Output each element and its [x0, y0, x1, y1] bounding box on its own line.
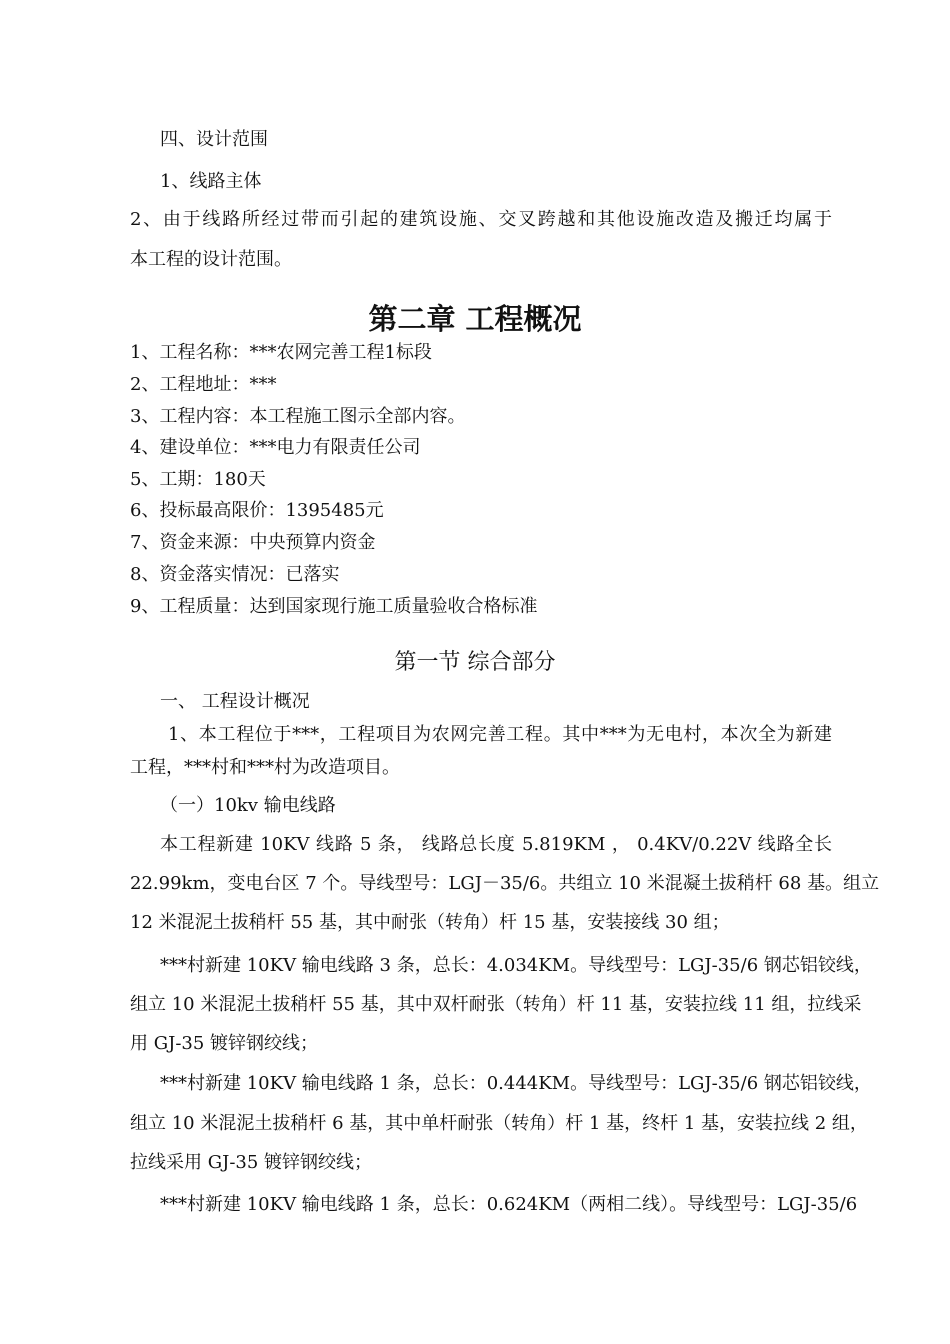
overview-item: 8、资金落实情况：已落实 [130, 564, 340, 585]
paragraph-4-line-2: 组立 10 米混泥土拔稍杆 6 基，其中单杆耐张（转角）杆 1 基，终杆 1 基，安装拉线 2 组， [130, 1113, 868, 1134]
paragraph-1-line-1: 1、本工程位于***，工程项目为农网完善工程。其中***为无电村，本次全为新建 [168, 724, 832, 745]
scope-item-1: 1、线路主体 [160, 171, 262, 192]
paragraph-4-line-1: ***村新建 10KV 输电线路 1 条，总长：0.444KM。导线型号：LGJ-35/6 钢芯铝铰线， [160, 1073, 872, 1094]
paragraph-3-line-2: 组立 10 米混泥土拔稍杆 55 基，其中双杆耐张（转角）杆 11 基，安装拉线 11 组，拉线采 [130, 994, 862, 1015]
paragraph-5-line-1: ***村新建 10KV 输电线路 1 条，总长：0.624KM（两相二线）。导线型号：LGJ-35/6 [160, 1194, 858, 1215]
paragraph-1-line-2: 工程，***村和***村为改造项目。 [130, 757, 400, 778]
overview-item: 3、工程内容：本工程施工图示全部内容。 [130, 406, 466, 427]
overview-item: 7、资金来源：中央预算内资金 [130, 532, 376, 553]
paragraph-2-line-3: 12 米混泥土拔稍杆 55 基，其中耐张（转角）杆 15 基，安装接线 30 组； [130, 912, 730, 933]
scope-item-2-line-2: 本工程的设计范围。 [130, 249, 292, 270]
overview-item: 6、投标最高限价：1395485元 [130, 500, 384, 521]
subheading-10kv-line: （一）10kv 输电线路 [160, 795, 336, 816]
paragraph-2-line-2: 22.99km，变电台区 7 个。导线型号：LGJ－35/6。共组立 10 米混凝土拔稍杆 68 基。组立 [130, 873, 880, 894]
paragraph-3-line-3: 用 GJ-35 镀锌钢绞线； [130, 1033, 319, 1054]
section-title: 第一节 综合部分 [394, 650, 556, 675]
paragraph-2-line-1: 本工程新建 10KV 线路 5 条， 线路总长度 5.819KM ， 0.4KV/0.22V 线路全长 [160, 834, 832, 855]
chapter-title: 第二章 工程概况 [368, 302, 582, 336]
scope-heading: 四、设计范围 [160, 129, 268, 150]
overview-item: 4、建设单位：***电力有限责任公司 [130, 437, 421, 458]
scope-item-2-line-1: 2、由于线路所经过带而引起的建筑设施、交叉跨越和其他设施改造及搬迁均属于 [130, 209, 832, 230]
paragraph-4-line-3: 拉线采用 GJ-35 镀锌钢绞线； [130, 1152, 373, 1173]
overview-item: 5、工期：180天 [130, 469, 266, 490]
overview-item: 1、工程名称：***农网完善工程1标段 [130, 342, 432, 363]
overview-item: 9、工程质量：达到国家现行施工质量验收合格标准 [130, 596, 538, 617]
overview-item: 2、工程地址：*** [130, 374, 277, 395]
paragraph-3-line-1: ***村新建 10KV 输电线路 3 条，总长：4.034KM。导线型号：LGJ-35/6 钢芯铝铰线， [160, 955, 872, 976]
subheading-design-overview: 一、 工程设计概况 [160, 691, 310, 712]
